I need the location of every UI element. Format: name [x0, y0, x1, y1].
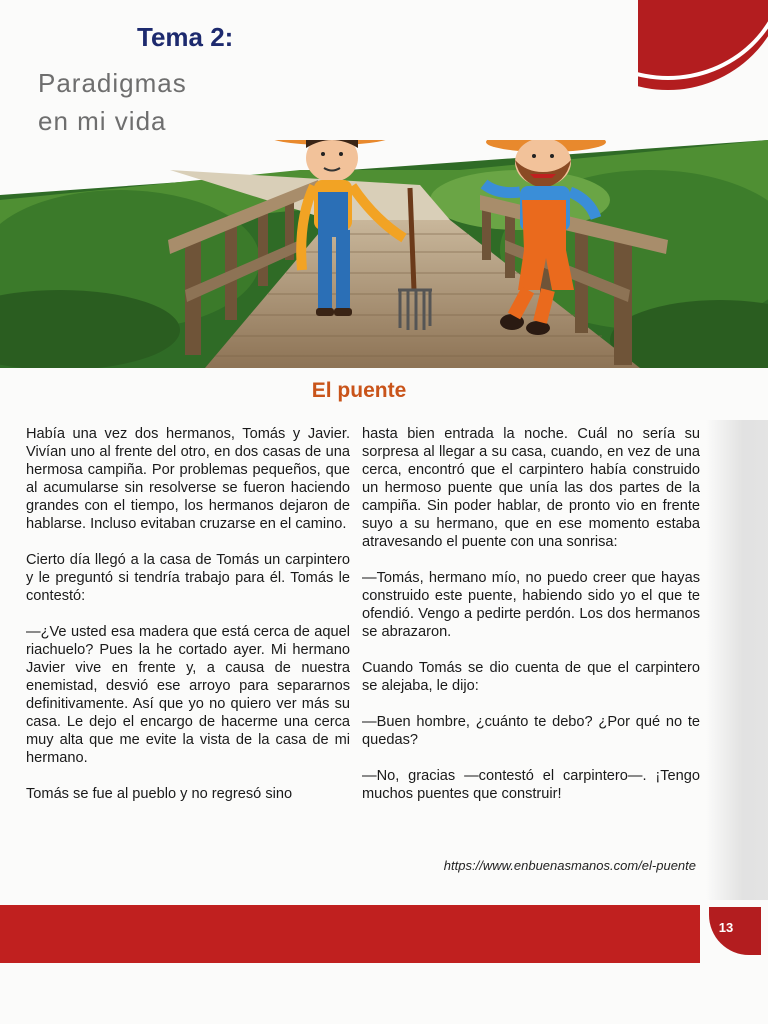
page-number: 13: [718, 920, 734, 935]
paragraph: Cierto día llegó a la casa de Tomás un carpintero y le preguntó si tendría trabajo para él. Tomás le contestó:: [26, 552, 350, 604]
story-title: El puente: [311, 379, 407, 402]
bridge-illustration: [0, 140, 768, 368]
topic-subtitle: [38, 64, 258, 140]
story-left-column: [26, 425, 350, 803]
footer-bar: [0, 905, 700, 963]
page-edge-shadow: [706, 420, 768, 900]
subtitle-line-1: Paradigmas: [38, 68, 187, 98]
paragraph: —No, gracias —contestó el carpintero—. ¡Tengo muchos puentes que construir!: [362, 768, 700, 802]
paragraph: —Buen hombre, ¿cuánto te debo? ¿Por qué no te quedas?: [362, 714, 700, 748]
paragraph: Cuando Tomás se dio cuenta de que el carpintero se alejaba, le dijo:: [362, 660, 700, 694]
story-right-column: [362, 425, 700, 803]
topic-heading: Tema 2:: [137, 22, 234, 52]
paragraph: Había una vez dos hermanos, Tomás y Javier. Vivían uno al frente del otro, en dos casas de una hermosa campiña. Por problemas pequeños, que al acumularse sin resolverse se fueron haciendo grandes con el tiempo, los hermanos dejaron de hablarse. Incluso evitaban cruzarse en el camino.: [26, 426, 350, 532]
paragraph: Tomás se fue al pueblo y no regresó sino: [26, 786, 293, 802]
source-link[interactable]: https://www.enbuenasmanos.com/el-puente: [443, 858, 696, 873]
corner-decoration: [638, 0, 768, 90]
paragraph: —Tomás, hermano mío, no puedo creer que hayas construido este puente, habiendo sido yo el que te ofendió. Vengo a pedirte perdón. Los dos hermanos se abrazaron.: [362, 570, 700, 640]
paragraph: —¿Ve usted esa madera que está cerca de aquel riachuelo? Pues la he cortado ayer. Mi hermano Javier vive en frente y, a causa de nuestra enemistad, desvió ese arroyo para separarnos definitivamente. Así que yo no quiero ver más su casa. Le dejo el encargo de hacerme una cerca muy alta que me evite la vista de la casa de mi hermano.: [26, 624, 350, 766]
paragraph: hasta bien entrada la noche. Cuál no sería su sorpresa al llegar a su casa, cuando, en vez de una cerca, encontró que el carpintero había construido un hermoso puente que unía las dos partes de la campiña. Sin poder hablar, de pronto vio en frente suyo a su hermano, que en ese momento estaba atravesando el puente con una sonrisa:: [362, 426, 700, 550]
subtitle-line-2: en mi vida: [38, 106, 167, 136]
